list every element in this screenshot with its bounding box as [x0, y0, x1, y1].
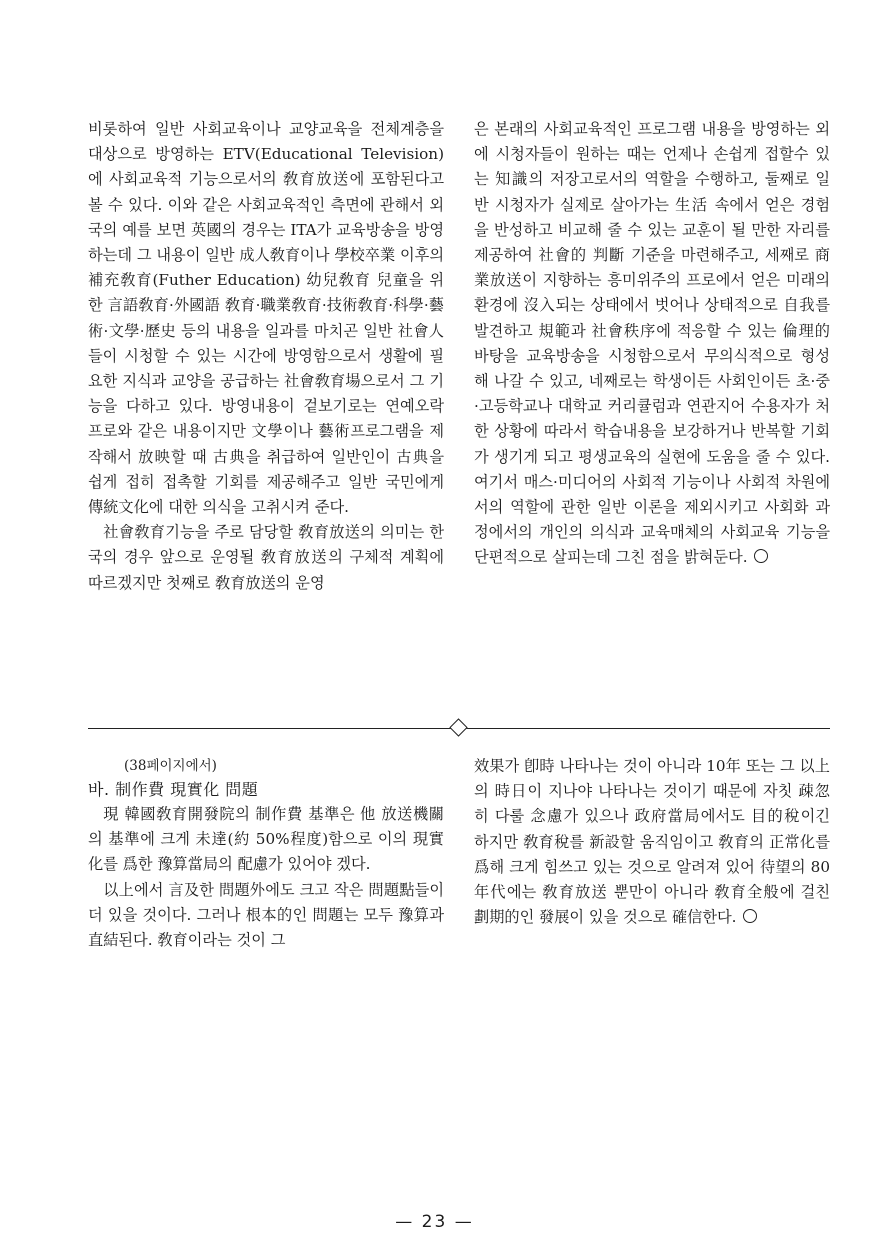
paragraph — [474, 117, 830, 571]
section-title: 바. 制作費 現實化 問題 — [88, 780, 259, 799]
end-circle-icon — [743, 909, 757, 923]
paragraph: 社會敎育기능을 주로 담당할 敎育放送의 의미는 한국의 경우 앞으로 운영될 敎育放送의 구체적 계획에 따르겠지만 첫째로 敎育放送의 운영 — [88, 523, 444, 592]
paragraph: 비롯하여 일반 사회교육이나 교양교육을 전체계층을 대상으로 방영하는 ETV(Educational Television)에 사회교육적 기능으로서의 敎育放送에 포함된다고 볼 수 있다. 이와 같은 사회교육적인 측면에 관해서 외국의 예를 보면 英國의 경우는 ITA가 교육방송을 방영하는데 그 내용이 일반 成人敎育이나 學校卒業 이후의 補充敎育(Futher Education) 幼兒敎育 兒童을 위한 言語敎育·外國語 敎育·職業敎育·技術敎育·科學·藝術·文學·歷史 등의 내용을 일과를 마치곤 일반 社會人들이 시청할 수 있는 시간에 방영함으로서 생활에 필요한 지식과 교양을 공급하는 社會敎育場으로서 그 기능을 다하고 있다. 방영내용이 겉보기로는 연예오락 프로와 같은 내용이지만 文學이나 藝術프로그램을 제작해서 放映할 때 古典을 취급하여 일반인이 古典을 쉽게 접히 접촉할 기회를 제공해주고 일반 국민에게 傳統文化에 대한 의식을 고취시켜 준다. — [88, 120, 444, 517]
bottom-left-column — [88, 754, 444, 953]
paragraph — [474, 754, 830, 930]
top-right-column — [474, 117, 830, 571]
end-circle-icon — [754, 549, 768, 563]
source-note: (38페이지에서) — [124, 758, 217, 774]
paragraph-text: 은 본래의 사회교육적인 프로그램 내용을 방영하는 외에 시청자들이 원하는 때는 언제나 손쉽게 접할수 있는 知識의 저장고로서의 역할을 수행하고, 둘째로 일반 시청자가 실제로 살아가는 生活 속에서 얻은 경험을 반성하고 비교해 줄 수 있는 교훈이 될 만한 자리를 제공하여 社會的 判斷 기준을 마련해주고, 세째로 商業放送이 지향하는 흥미위주의 프로에서 얻은 미래의 환경에 沒入되는 상태에서 벗어나 상태적으로 自我를 발견하고 規範과 社會秩序에 적응할 수 있는 倫理的 바탕을 교육방송을 시청함으로서 무의식적으로 형성해 나갈 수 있고, 네째로는 학생이든 사회인이든 초·중·고등학교나 대학교 커리큘럼과 연관지어 수용자가 처한 상황에 따라서 학습내용을 보강하거나 반복할 기회가 생기게 되고 평생교육의 실현에 도움을 줄 수 있다. 여기서 매스·미디어의 사회적 기능이나 사회적 차원에서의 역할에 관한 일반 이론을 제외시키고 사회화 과정에서의 개인의 의식과 교육매체의 사회교육 기능을 단편적으로 살피는데 그친 점을 밝혀둔다. — [474, 120, 830, 567]
paragraph: 以上에서 言及한 問題外에도 크고 작은 問題點들이 더 있을 것이다. 그러나 根本的인 問題는 모두 豫算과 直結된다. 敎育이라는 것이 그 — [88, 880, 444, 950]
page-number: — 23 — — [395, 1212, 474, 1232]
paragraph-text: 效果가 卽時 나타나는 것이 아니라 10年 또는 그 以上의 時日이 지나야 나타나는 것이기 때문에 자칫 疎忽히 다룰 念慮가 있으나 政府當局에서도 目的稅이긴 하지만 敎育稅를 新設할 움직임이고 敎育의 正常化를 爲해 크게 힘쓰고 있는 것으로 알려져 있어 待望의 80年代에는 敎育放送 뿐만이 아니라 敎育全般에 걸친 劃期的인 發展이 있을 것으로 確信한다. — [474, 757, 830, 927]
bottom-right-column — [474, 754, 830, 930]
paragraph: 現 韓國敎育開發院의 制作費 基準은 他 放送機關의 基準에 크게 未達(約 50%程度)함으로 이의 現實化를 爲한 豫算當局의 配慮가 있어야 겠다. — [88, 805, 444, 874]
diamond-ornament-icon — [449, 718, 467, 736]
top-left-column — [88, 117, 444, 596]
